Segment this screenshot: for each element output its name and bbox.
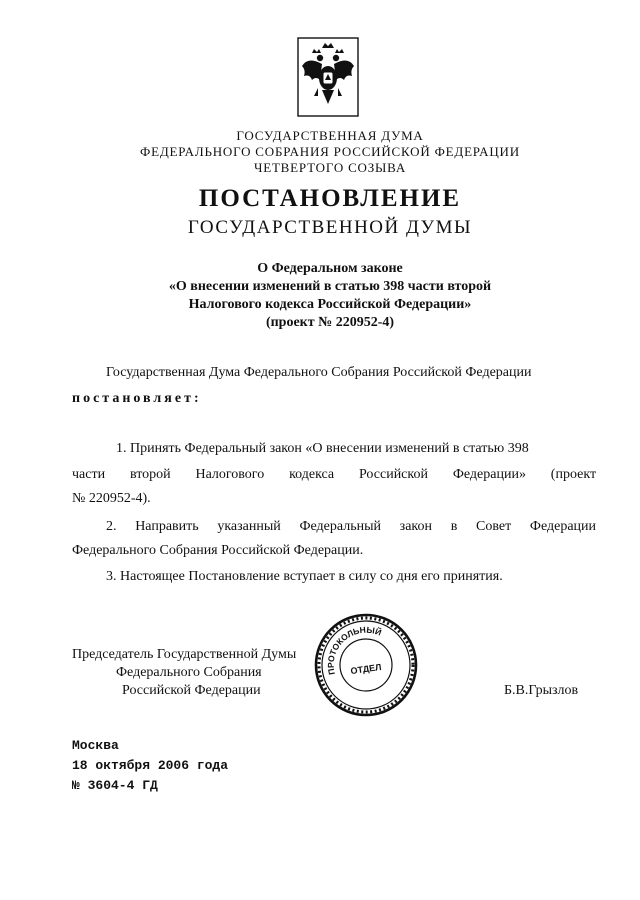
item2-line1-word: Федеральный	[299, 519, 381, 534]
stamp-center-text: ОТДЕЛ	[349, 661, 383, 677]
signatory-title-line2: Федерального Собрания	[116, 665, 262, 680]
item2-line1-word: Совет	[476, 519, 512, 534]
stamp-arc-text: ПРОТОКОЛЬНЫЙ	[325, 624, 383, 676]
item2-line1-word: Направить	[135, 519, 199, 534]
item2-line1-word: в	[450, 519, 458, 534]
signatory-name: Б.В.Грызлов	[504, 683, 579, 698]
org-name-line3: ЧЕТВЕРТОГО СОЗЫВА	[253, 160, 407, 175]
resolves-heading: постановляет:	[72, 391, 202, 406]
signatory-title-line3: Российской Федерации	[122, 683, 261, 698]
subject-line4: (проект № 220952-4)	[265, 315, 395, 330]
item2-line2: Федерального Собрания Российской Федерации.	[72, 543, 364, 558]
subject-line1: О Федеральном законе	[257, 261, 403, 276]
document-type-subtitle: ГОСУДАРСТВЕННОЙ ДУМЫ	[187, 217, 473, 238]
item2-line1-word: 2.	[106, 519, 117, 534]
org-name-line2: ФЕДЕРАЛЬНОГО СОБРАНИЯ РОССИЙСКОЙ ФЕДЕРАЦИИ	[140, 144, 520, 159]
item1-line2-word: части	[72, 467, 106, 482]
item3: 3. Настоящее Постановление вступает в силу со дня его принятия.	[106, 569, 503, 584]
city: Москва	[72, 738, 119, 753]
coat-of-arms-icon	[296, 36, 360, 118]
item2-line1	[106, 518, 596, 536]
subject-line2: «О внесении изменений в статью 398 части второй	[168, 279, 492, 294]
item1-line2-word: Налогового	[195, 467, 265, 482]
date: 18 октября 2006 года	[72, 758, 229, 773]
item1-line2-word: (проект	[550, 467, 597, 482]
subject-line3: Налогового кодекса Российской Федерации»	[188, 297, 472, 312]
item1-line3: № 220952-4).	[72, 491, 151, 506]
item2-line1-word: закон	[399, 519, 432, 534]
intro-paragraph: Государственная Дума Федерального Собрания Российской Федерации	[106, 365, 532, 380]
item2-line1-word: указанный	[217, 519, 281, 534]
document-number: № 3604-4 ГД	[72, 778, 158, 793]
org-name-line1: ГОСУДАРСТВЕННАЯ ДУМА	[236, 128, 424, 143]
item1-line2-word: второй	[129, 467, 171, 482]
signatory-title-line1: Председатель Государственной Думы	[72, 647, 297, 662]
item1-line2-word: Федерации»	[452, 467, 526, 482]
item1-line2	[72, 466, 596, 484]
item2-line1-word: Федерации	[529, 519, 597, 534]
item1-line1: 1. Принять Федеральный закон «О внесении изменений в статью 398	[116, 441, 529, 456]
seal-stamp-icon	[313, 612, 419, 718]
item1-line2-word: Российской	[358, 467, 428, 482]
document-type-title: ПОСТАНОВЛЕНИЕ	[198, 185, 462, 212]
item1-line2-word: кодекса	[289, 467, 335, 482]
